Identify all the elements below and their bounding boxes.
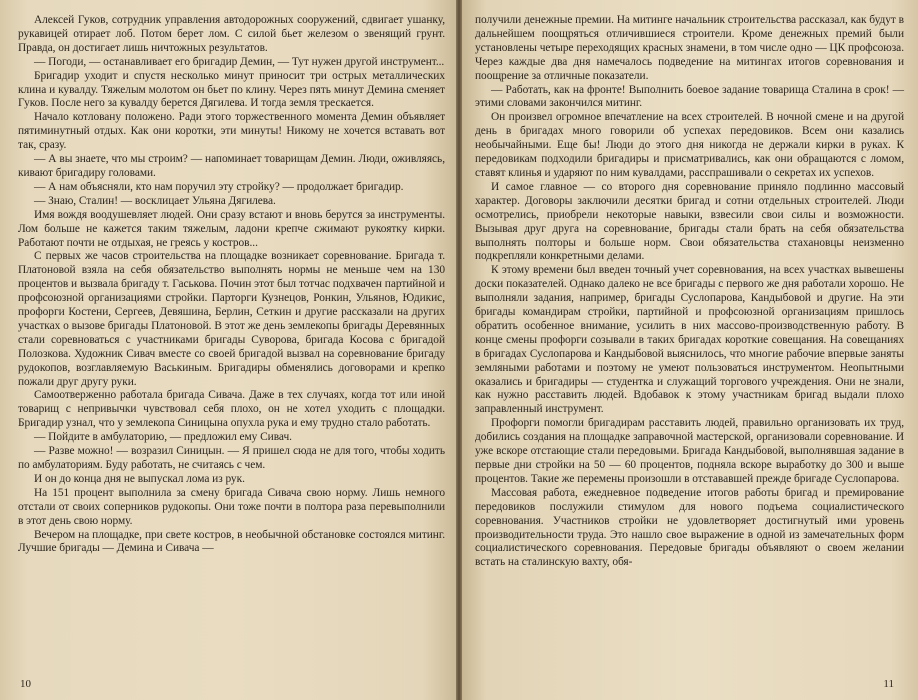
paragraph: — Разве можно! — возразил Синицын. — Я пришел сюда не для того, чтобы ходить по амбулаториям. Буду работать, не считаясь с чем. <box>18 445 445 471</box>
paragraph: — А нам объясняли, кто нам поручил эту стройку? — продолжает бригадир. <box>34 180 404 193</box>
paragraph: Вечером на площадке, при свете костров, в необычной обстановке состоялся митинг. Лучшие бригады — Демина и Сивача — <box>18 528 445 555</box>
paragraph: Профорги помогли бригадирам расставить людей, правильно организовать их труд, добились создания на площадке заправочной мастерской, организовали соревнование. И уже вскоре отстающие стали передовыми. Бригада Кандыбовой, выполнявшая задание в первые дни стройки на 50 — 60 процентов, подняла вскоре выработку до 300 и выше процентов. Такие же перемены произошли в отстававшей прежде бригаде Суслопарова. <box>475 417 904 485</box>
paragraph: Он произвел огромное впечатление на всех строителей. В ночной смене и на другой день в бригадах много говорили об успехах передовиков. Всем они казались необычайными. Еще бы! Люди до этого дня никогда не держали кирки в руках. К передовикам подходили бригадиры и присматривались, как они обращаются с ломом, ставят клинья и ударяют по ним кувалдами, расспрашивали о секретах их успехов. <box>475 111 904 179</box>
paragraph: Бригадир уходит и спустя несколько минут приносит три острых металлических клина и кувалду. Тяжелым молотом он бьет по клину. Через пять минут Демина сменяет Гуков. После него за кувалду берется Дягилева. И тогда земля трескается. <box>18 69 445 110</box>
paragraph: — Погоди, — останавливает его бригадир Демин, — Тут нужен другой инструмент... <box>34 55 445 68</box>
paragraph: Имя вождя воодушевляет людей. Они сразу встают и вновь берутся за инструменты. Лом больше не кажется таким тяжелым, ладони крепче сжимают рукоятку кирки. Работают почти не отдыхая, не греясь у костров... <box>18 208 445 249</box>
paragraph: И самое главное — со второго дня соревнование приняло подлинно массовый характер. Договоры заключили десятки бригад и сотни отдельных строителей. Люди осмотрелись, приобрели некоторые навыки, взвесили свои силы и возможности. Вызывая друг друга на соревнование, бригады стали брать на себя обязательства выполнять полторы и больше норм. Свои обязательства стахановцы неизменно подкрепляли конкретными делами. <box>475 180 904 263</box>
paragraph: Алексей Гуков, сотрудник управления автодорожных сооружений, сдвигает ушанку, рукавицей отирает лоб. Потом берет лом. С силой бьет железом о звенящий грунт. Правда, он достигает лишь ничтожных результатов. <box>18 14 445 54</box>
paragraph: Самоотверженно работала бригада Сивача. Даже в тех случаях, когда тот или иной товарищ с непривычки чувствовал себя плохо, он не хотел уходить с площадки. Бригадир узнал, что у землекопа Синицына опухла рука и ему трудно стало работать. <box>18 389 445 430</box>
right-page <box>459 0 918 700</box>
paragraph: Начало котловану положено. Ради этого торжественного момента Демин объявляет пятиминутный отдых. Как они коротки, эти минуты! Никому не хочется вставать вот так, сразу. <box>18 111 445 152</box>
page-number-right: 11 <box>883 678 894 690</box>
paragraph: — Работать, как на фронте! Выполнить боевое задание товарища Сталина в срок! — этими словами закончился митинг. <box>475 83 904 110</box>
page-number-left: 10 <box>20 678 31 690</box>
paragraph: — Знаю, Сталин! — восклицает Ульяна Дягилева. <box>34 194 276 207</box>
paragraph: — А вы знаете, что мы строим? — напоминает товарищам Демин. Люди, оживляясь, кивают бригадиру головами. <box>18 153 445 179</box>
paragraph: Массовая работа, ежедневное подведение итогов работы бригад и премирование передовиков послужили стимулом для нового подъема социалистического соревнования. Участников стройки не удовлетворяет достигнутый ими уровень производительности труда. Это нашло свое выражение в одной из замечательных форм социалистического соревнования. Передовые бригады объявляют о своем желании встать на сталинскую вахту, обя- <box>475 486 904 569</box>
right-page-text <box>475 14 904 570</box>
paragraph: С первых же часов строительства на площадке возникает соревнование. Бригада т. Платоновой взяла на себя обязательство выполнять нормы не меньше чем на 130 процентов и вызвала бригаду т. Гаськова. Почин этот был тотчас подхвачен партийной и профсоюзной организациями стройки. Парторги Кузнецов, Ронкин, Ульянов, Юдикис, профорги Костени, Сергеев, Девяшина, Берлин, Сеткин и другие рассказали на других участках о вызове бригады Платоновой. В этот же день землекопы бригады Деревянных стали соревноваться с участниками бригады Суворова, бригада Косова с бригадой Полозкова. Художник Сивач вместе со своей бригадой вызвал на соревнование бригаду рудокопов, возглавляемую Васькиным. Бригадиры обменялись договорами и крепко пожали друг другу руки. <box>18 250 445 388</box>
paragraph: К этому времени был введен точный учет соревнования, на всех участках вывешены доски показателей. Однако далеко не все бригады с первого же дня работали хорошо. Не выполняли задания, например, бригады Суслопарова, Кандыбовой и другие. На эти бригады командирам стройки, партийной и профсоюзной организациям пришлось обратить особенное внимание, усилить в них массово-производственную работу. В конце смены профорги созывали в таких бригадах короткие совещания. На совещаниях в бригадах Суслопарова и Кандыбовой выяснилось, что многие рабочие впервые заняты земляными работами и поэтому не умеют пользоваться инструментом. Неопытными оказались и бригадиры — студентка и служащий торгового учреждения. Они не знали, как нужно расставить людей. Вдобавок к этому участникам бригад выдали плохо заправленный инструмент. <box>475 264 904 416</box>
left-page-text <box>18 14 445 556</box>
paragraph: получили денежные премии. На митинге начальник строительства рассказал, как будут в дальнейшем поощряться отличившиеся строители. Кроме денежных премий были установлены четыре переходящих красных знамени, в том числе одно — ЦК профсоюза. Через каждые два дня намечалось подведение на митингах итогов соревнования и поощрение за отличные показатели. <box>475 14 904 82</box>
paragraph: На 151 процент выполнила за смену бригада Сивача свою норму. Лишь немного отстали от своих соперников рудокопы. Они тоже почти в полтора раза перевыполнили в этот день свою норму. <box>18 486 445 527</box>
paragraph: И он до конца дня не выпускал лома из рук. <box>34 472 245 485</box>
paragraph: — Пойдите в амбулаторию, — предложил ему Сивач. <box>34 431 292 444</box>
book-gutter <box>456 0 462 700</box>
